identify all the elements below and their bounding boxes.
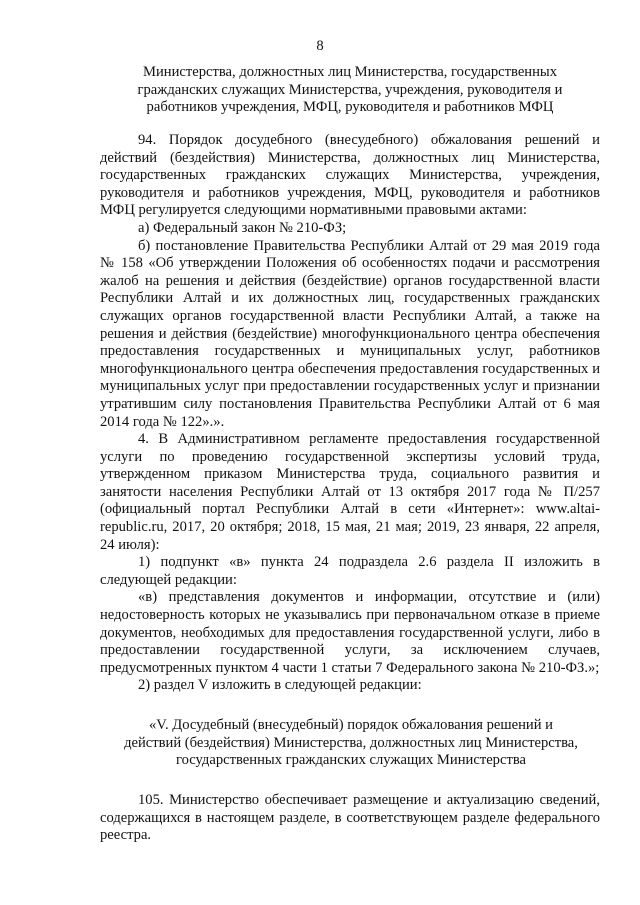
section-v-title	[102, 717, 600, 770]
paragraph-subitem-1: 1) подпункт «в» пункта 24 подраздела 2.6 раздела II изложить в следующей редакции:	[100, 554, 600, 588]
paragraph-subitem-2: 2) раздел V изложить в следующей редакции:	[138, 677, 422, 694]
paragraph-4: 4. В Административном регламенте предоставления государственной услуги по проведению государственной экспертизы условий труда, утвержденном приказом Министерства труда, социального развития и занятости населения Республики Алтай от 13 октября 2017 года № П/257 (официальный портал Республики Алтай в сети «Интернет»: www.altai-republic.ru, 2017, 20 октября; 2018, 15 мая, 21 мая; 2019, 23 января, 22 апреля, 24 июля):	[100, 431, 600, 553]
paragraph-105: 105. Министерство обеспечивает размещение и актуализацию сведений, содержащихся в настоящем разделе, в соответствующем разделе федерального реестра.	[100, 792, 600, 844]
heading-line: Министерства, должностных лиц Министерства, государственных	[142, 64, 558, 80]
body-text-105	[100, 792, 600, 845]
title-line: государственных гражданских служащих Министерства	[175, 752, 526, 769]
heading-line: работников учреждения, МФЦ, руководителя и работников МФЦ	[146, 99, 554, 116]
title-line: действий (бездействия) Министерства, должностных лиц Министерства,	[124, 734, 578, 751]
paragraph-94: 94. Порядок досудебного (внесудебного) обжалования решений и действий (бездействия) Министерства, должностных лиц Министерства, государственных гражданских служащих Министерства, учреждения, руководителя и работников учреждения, МФЦ, руководителя и работников МФЦ регулируется следующими нормативными правовыми актами:	[100, 132, 600, 219]
paragraph-item-b: б) постановление Правительства Республики Алтай от 29 мая 2019 года № 158 «Об утверждении Положения об особенностях подачи и рассмотрения жалоб на решения и действия (бездействие) органов государственной власти Республики Алтай и их должностных лиц, государственных гражданских служащих органов государственной власти Республики Алтай, а также на решения и действия (бездействие) многофункционального центра обеспечения предоставления государственных и муниципальных услуг, работников многофункционального центра обеспечения предоставления государственных и муниципальных услуг при предоставлении государственных услуг и признании утратившим силу постановления Правительства Республики Алтай от 6 мая 2014 года № 122».».	[100, 237, 600, 430]
paragraph-quote-v: «в) представления документов и информации, отсутствие и (или) недостоверность которых не указывались при первоначальном отказе в приеме документов, необходимых для предоставления государственной услуги, либо в предоставлении государственной услуги, за исключением случаев, предусмотренных пунктом 4 части 1 статьи 7 Федерального закона № 210-ФЗ.»;	[100, 589, 600, 676]
title-line: «V. Досудебный (внесудебный) порядок обжалования решений и	[149, 717, 553, 733]
section-heading-continuation	[100, 64, 600, 117]
paragraph-item-a: а) Федеральный закон № 210-ФЗ;	[138, 219, 347, 236]
page-number: 8	[316, 38, 324, 54]
heading-line: гражданских служащих Министерства, учреждения, руководителя и	[137, 81, 563, 98]
body-text	[100, 132, 600, 695]
